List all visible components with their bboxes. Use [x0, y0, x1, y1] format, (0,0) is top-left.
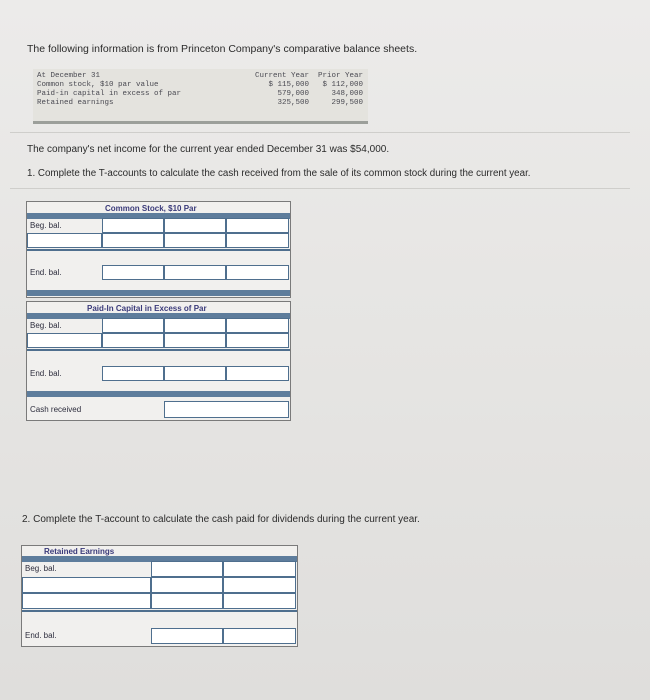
cs-debit-input-2[interactable] — [102, 233, 164, 248]
cs-credit-amount-input-1[interactable] — [226, 218, 289, 233]
end-bal-label: End. bal. — [30, 268, 62, 277]
header-prior: Prior Year — [317, 72, 363, 80]
re-debit-input-3[interactable] — [151, 593, 223, 609]
pic-credit-amount-input-2[interactable] — [226, 333, 289, 348]
t-account-title: Retained Earnings — [44, 547, 115, 556]
row-label: Paid-in capital in excess of par — [37, 90, 182, 98]
balance-sheet-table — [33, 69, 368, 124]
t-account-paid-in-capital — [26, 301, 291, 421]
balance-sheet-row — [37, 90, 364, 99]
header-date-label: At December 31 — [37, 72, 101, 80]
cs-total-line — [27, 249, 290, 251]
pic-end-credit-input[interactable] — [226, 366, 289, 381]
re-debit-input-2[interactable] — [151, 577, 223, 593]
beg-bal-label: Beg. bal. — [30, 221, 62, 230]
t-account-common-stock — [26, 201, 291, 298]
pic-debit-input-1[interactable] — [102, 318, 164, 333]
pic-credit-amount-input-1[interactable] — [226, 318, 289, 333]
row-label: Retained earnings — [37, 99, 114, 107]
beg-bal-label: Beg. bal. — [30, 321, 62, 330]
question-2-text: 2. Complete the T-account to calculate the cash paid for dividends during the current year. — [22, 514, 420, 525]
re-credit-input-2[interactable] — [223, 577, 296, 593]
row-label: Common stock, $10 par value — [37, 81, 159, 89]
intro-text: The following information is from Princeton Company's comparative balance sheets. — [27, 43, 418, 55]
row-prior: $ 112,000 — [322, 81, 363, 89]
t-account-footer-bar — [27, 290, 290, 296]
header-current: Current Year — [255, 72, 310, 80]
question-1-text: 1. Complete the T-accounts to calculate the cash received from the sale of its common stock during the current year. — [27, 168, 531, 179]
beg-bal-label: Beg. bal. — [25, 564, 57, 573]
end-bal-label: End. bal. — [30, 369, 62, 378]
pic-credit-label-input-1[interactable] — [164, 318, 226, 333]
cs-end-debit-input[interactable] — [102, 265, 164, 280]
pic-end-debit-input[interactable] — [102, 366, 164, 381]
cash-received-input[interactable] — [164, 401, 289, 418]
row-current: 325,500 — [277, 99, 309, 107]
balance-sheet-header — [37, 72, 364, 81]
end-bal-label: End. bal. — [25, 631, 57, 640]
pic-credit-label-input-2[interactable] — [164, 333, 226, 348]
cash-received-label: Cash received — [30, 405, 82, 414]
re-total-line — [22, 610, 297, 612]
re-credit-input-1[interactable] — [223, 561, 296, 577]
t-account-retained-earnings — [21, 545, 298, 647]
re-end-debit-input[interactable] — [151, 628, 223, 644]
row-current: $ 115,000 — [268, 81, 309, 89]
cs-credit-amount-input-2[interactable] — [226, 233, 289, 248]
pic-total-line — [27, 349, 290, 351]
t-account-title: Common Stock, $10 Par — [105, 204, 197, 213]
pic-debit-input-2[interactable] — [102, 333, 164, 348]
row-current: 579,000 — [277, 90, 309, 98]
re-credit-input-3[interactable] — [223, 593, 296, 609]
net-income-text: The company's net income for the current year ended December 31 was $54,000. — [27, 144, 390, 155]
cs-debit-input-1[interactable] — [102, 218, 164, 233]
pic-debit-label-input-2[interactable] — [27, 333, 102, 348]
re-debit-label-input-3[interactable] — [22, 593, 151, 609]
cs-credit-label-input-1[interactable] — [164, 218, 226, 233]
row-prior: 348,000 — [331, 90, 363, 98]
divider — [10, 188, 630, 189]
cs-credit-label-input-2[interactable] — [164, 233, 226, 248]
re-debit-input-1[interactable] — [151, 561, 223, 577]
pic-end-credit-label-input[interactable] — [164, 366, 226, 381]
row-prior: 299,500 — [331, 99, 363, 107]
t-account-title: Paid-In Capital in Excess of Par — [87, 304, 207, 313]
cs-debit-label-input-2[interactable] — [27, 233, 102, 248]
divider — [10, 132, 630, 133]
re-debit-label-input-2[interactable] — [22, 577, 151, 593]
re-end-credit-input[interactable] — [223, 628, 296, 644]
cs-end-credit-input[interactable] — [226, 265, 289, 280]
cs-end-credit-label-input[interactable] — [164, 265, 226, 280]
balance-sheet-row — [37, 81, 364, 90]
t-account-footer-bar — [27, 391, 290, 397]
balance-sheet-row — [37, 99, 364, 108]
